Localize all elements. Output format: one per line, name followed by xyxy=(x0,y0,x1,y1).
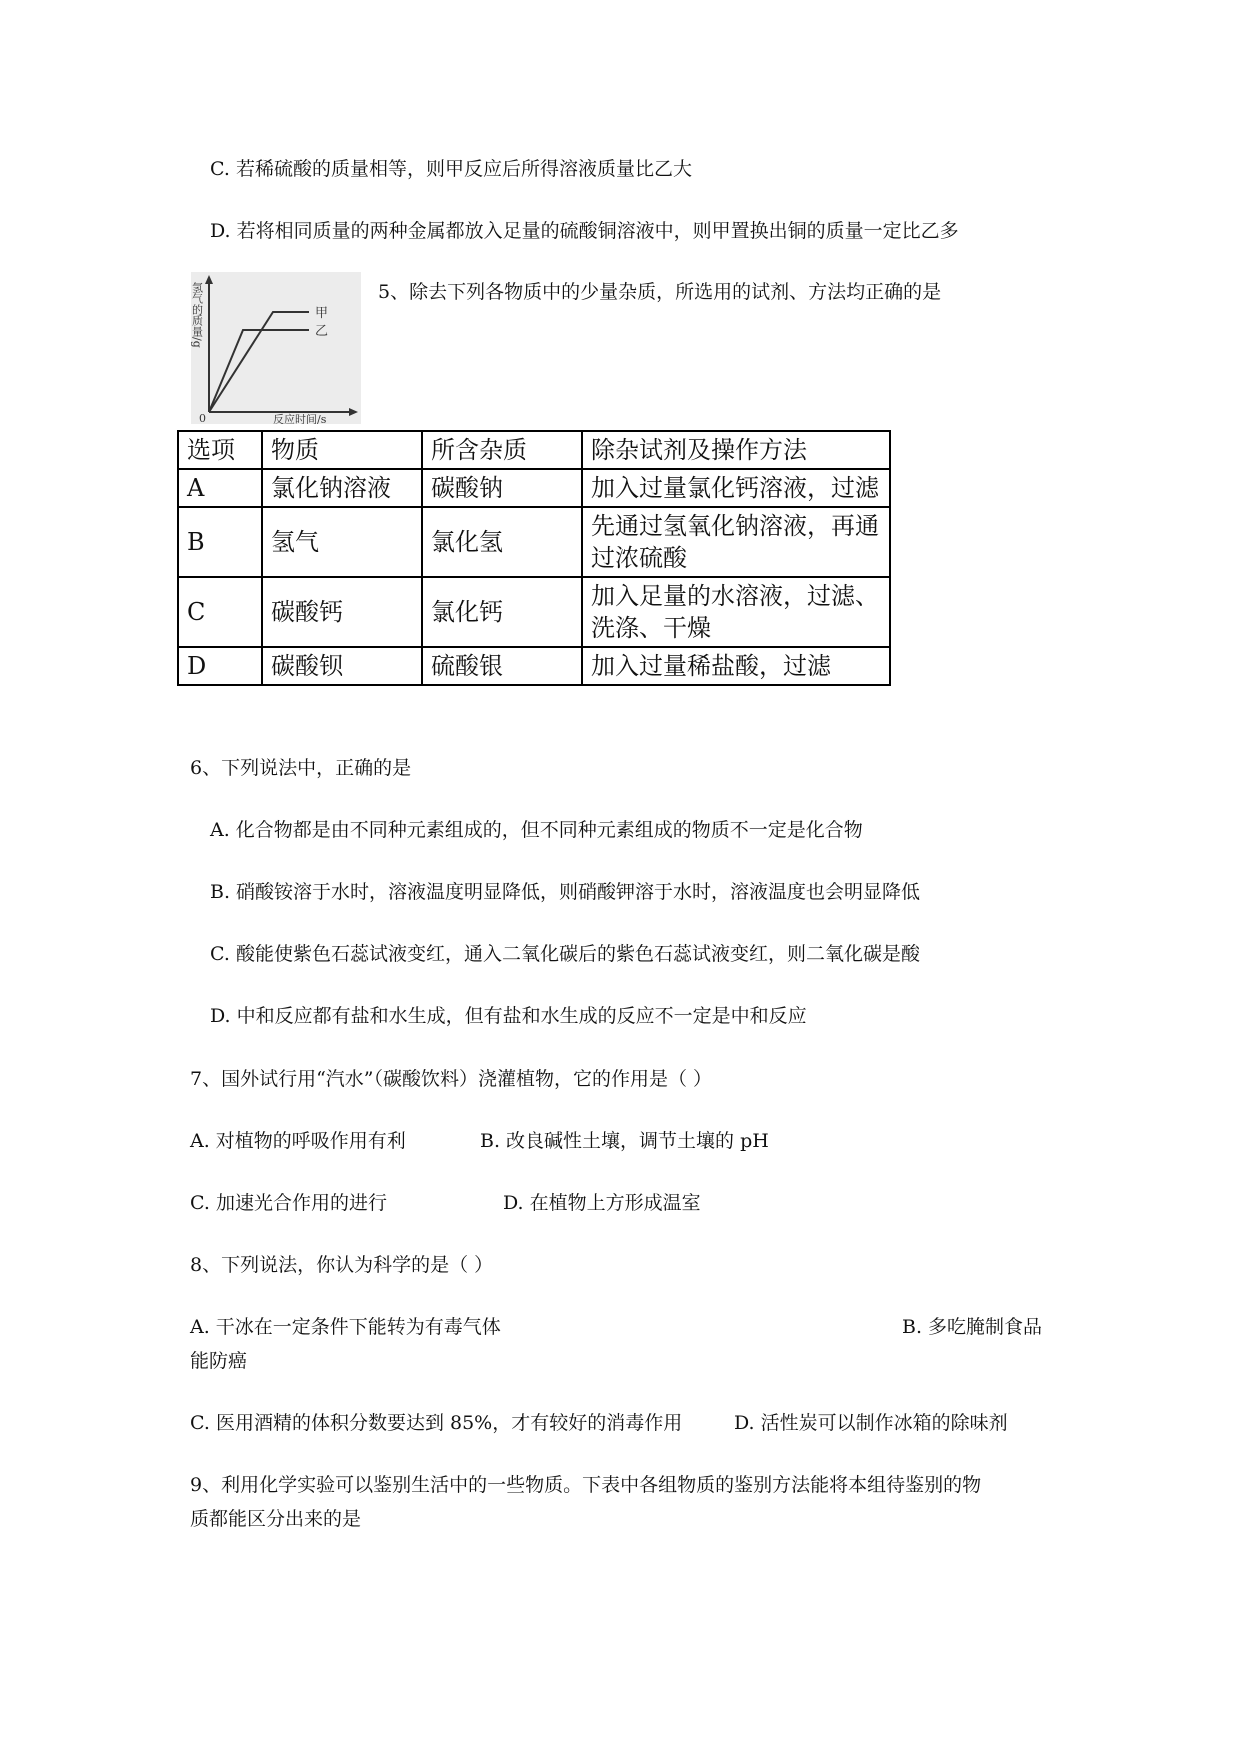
hydrogen-mass-graph xyxy=(191,272,361,424)
q7-option-b: B. 改良碱性土壤，调节土壤的 pH xyxy=(480,1130,769,1152)
cell-option: B xyxy=(178,507,262,577)
cell-impurity: 氯化钙 xyxy=(422,577,582,647)
q4-option-c: C. 若稀硫酸的质量相等，则甲反应后所得溶液质量比乙大 xyxy=(210,158,692,180)
x-axis-label: 反应时间/s xyxy=(273,413,327,424)
q8-option-a: A. 干冰在一定条件下能转为有毒气体 xyxy=(190,1316,501,1338)
q8-option-d: D. 活性炭可以制作冰箱的除味剂 xyxy=(734,1412,1008,1434)
q7-option-c: C. 加速光合作用的进行 xyxy=(190,1192,387,1214)
cell-method: 加入过量氯化钙溶液，过滤 xyxy=(582,469,890,507)
header-substance: 物质 xyxy=(262,431,422,469)
cell-option: C xyxy=(178,577,262,647)
cell-substance: 氯化钠溶液 xyxy=(262,469,422,507)
table-header-row xyxy=(178,431,890,469)
cell-option: A xyxy=(178,469,262,507)
q5-stem: 5、除去下列各物质中的少量杂质，所选用的试剂、方法均正确的是 xyxy=(378,281,942,303)
impurity-removal-table xyxy=(177,430,891,686)
cell-impurity: 硫酸银 xyxy=(422,647,582,685)
table-row xyxy=(178,647,890,685)
header-method: 除杂试剂及操作方法 xyxy=(582,431,890,469)
cell-substance: 碳酸钙 xyxy=(262,577,422,647)
cell-method: 先通过氢氧化钠溶液，再通过浓硫酸 xyxy=(582,507,890,577)
q7-stem: 7、国外试行用“汽水”（碳酸饮料）浇灌植物，它的作用是（ ） xyxy=(190,1068,713,1090)
header-impurity: 所含杂质 xyxy=(422,431,582,469)
origin-label: 0 xyxy=(199,412,206,424)
series-yi-label: 乙 xyxy=(315,324,329,339)
q6-stem: 6、下列说法中，正确的是 xyxy=(190,757,412,779)
series-jia-label: 甲 xyxy=(315,306,329,321)
series-yi-line xyxy=(209,330,309,412)
q8-stem: 8、下列说法，你认为科学的是（ ） xyxy=(190,1254,494,1276)
table-row xyxy=(178,577,890,647)
q9-stem: 9、利用化学实验可以鉴别生活中的一些物质。下表中各组物质的鉴别方法能将本组待鉴别的物 xyxy=(190,1474,982,1496)
q8-option-b-continued: 能防癌 xyxy=(190,1350,248,1372)
q8-option-b: B. 多吃腌制食品 xyxy=(902,1316,1043,1338)
cell-impurity: 氯化氢 xyxy=(422,507,582,577)
cell-substance: 碳酸钡 xyxy=(262,647,422,685)
q9-stem-continued: 质都能区分出来的是 xyxy=(190,1508,362,1530)
cell-substance: 氢气 xyxy=(262,507,422,577)
q6-option-a: A. 化合物都是由不同种元素组成的，但不同种元素组成的物质不一定是化合物 xyxy=(210,819,863,841)
q6-option-b: B. 硝酸铵溶于水时，溶液温度明显降低，则硝酸钾溶于水时，溶液温度也会明显降低 xyxy=(210,881,921,903)
cell-method: 加入过量稀盐酸，过滤 xyxy=(582,647,890,685)
cell-method: 加入足量的水溶液，过滤、洗涤、干燥 xyxy=(582,577,890,647)
y-axis-label: 氢气的质量/g xyxy=(191,282,204,348)
table-row xyxy=(178,469,890,507)
header-option: 选项 xyxy=(178,431,262,469)
q4-option-d: D. 若将相同质量的两种金属都放入足量的硫酸铜溶液中，则甲置换出铜的质量一定比乙多 xyxy=(210,220,959,242)
q7-option-a: A. 对植物的呼吸作用有利 xyxy=(190,1130,406,1152)
q6-option-d: D. 中和反应都有盐和水生成，但有盐和水生成的反应不一定是中和反应 xyxy=(210,1005,807,1027)
cell-impurity: 碳酸钠 xyxy=(422,469,582,507)
cell-option: D xyxy=(178,647,262,685)
q8-option-c: C. 医用酒精的体积分数要达到 85%，才有较好的消毒作用 xyxy=(190,1412,683,1434)
q6-option-c: C. 酸能使紫色石蕊试液变红，通入二氧化碳后的紫色石蕊试液变红，则二氧化碳是酸 xyxy=(210,943,920,965)
q7-option-d: D. 在植物上方形成温室 xyxy=(503,1192,701,1214)
series-jia-line xyxy=(209,312,309,412)
table-row xyxy=(178,507,890,577)
